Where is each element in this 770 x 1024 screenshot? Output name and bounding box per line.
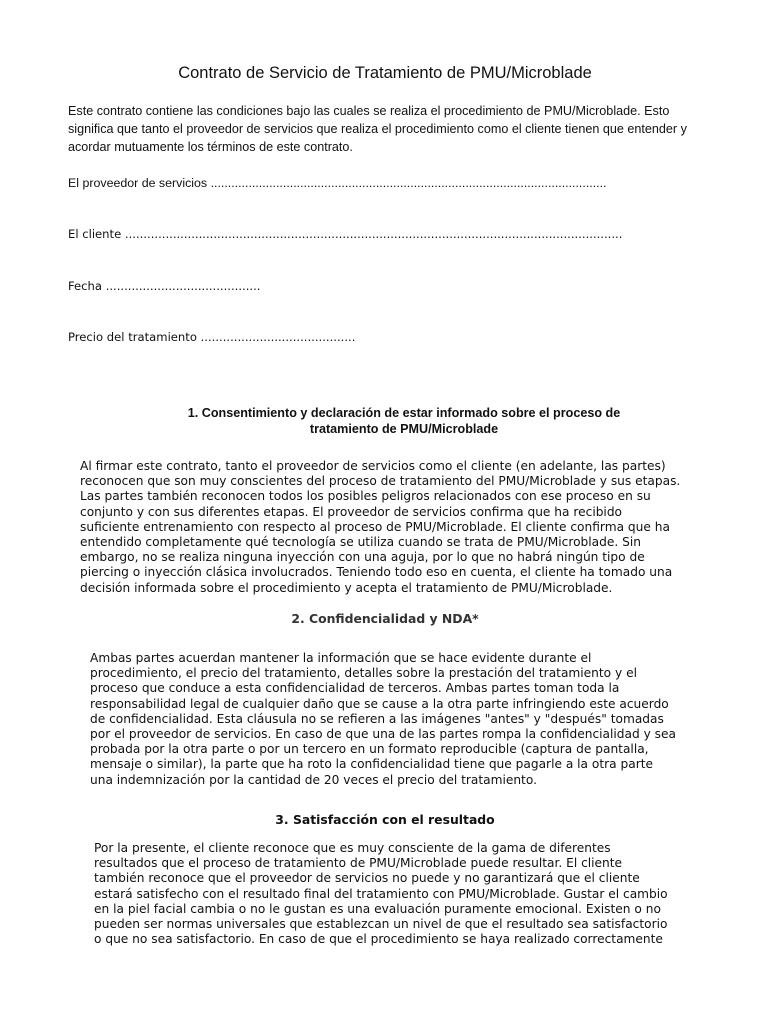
paragraph-line: o que no sea satisfactorio. En caso de que el procedimiento se haya realizado correctamente	[94, 932, 663, 947]
paragraph-line: pueden ser normas universales que establezcan un nivel de que el resultado sea satisfactorio	[94, 917, 668, 932]
paragraph-line: responsabilidad legal de cualquier daño que se cause a la otra parte infringiendo este acuerdo	[90, 696, 669, 711]
client-field	[68, 227, 622, 241]
date-label: Fecha	[68, 279, 102, 293]
price-blank: ..........................................	[200, 330, 356, 344]
section1-heading	[160, 406, 648, 437]
paragraph-line: Al firmar este contrato, tanto el proveedor de servicios como el cliente (en adelante, las partes)	[80, 459, 666, 473]
section3-heading: 3. Satisfacción con el resultado	[275, 812, 495, 827]
paragraph-line: entendido completamente qué tecnología se utiliza cuando se trata de PMU/Microblade. Sin	[80, 535, 641, 550]
paragraph-line: embargo, no se realiza ninguna inyección con una aguja, por lo que no habrá ningún tipo de	[80, 550, 645, 565]
section1-heading-line: 1. Consentimiento y declaración de estar informado sobre el proceso de	[187, 406, 621, 420]
paragraph-line: probada por la otra parte o por un tercero en un formato reproducible (captura de pantalla,	[90, 742, 649, 757]
provider-blank: ...................................................................................................................	[210, 176, 607, 190]
paragraph-line: reconocen que son muy conscientes del proceso de tratamiento del PMU/Microblade y sus etapas.	[80, 474, 681, 489]
date-blank: ..........................................	[105, 279, 261, 293]
paragraph-line: Las partes también reconocen todos los posibles peligros relacionados con ese proceso en su	[80, 489, 651, 504]
document-title: Contrato de Servicio de Tratamiento de PMU/Microblade	[178, 64, 592, 82]
paragraph-line: suficiente entrenamiento con respecto al proceso de PMU/Microblade. El cliente confirma que ha	[80, 519, 670, 534]
provider-label: El proveedor de servicios	[68, 176, 208, 190]
paragraph-line: también reconoce que el proveedor de servicios no puede y no garantizará que el cliente	[94, 871, 640, 886]
paragraph-line: conjunto y con sus diferentes etapas. El proveedor de servicios confirma que ha recibido	[80, 504, 623, 519]
section1-body	[80, 459, 680, 596]
client-blank: .......................................................................................................................................	[124, 227, 623, 241]
paragraph-line: por el proveedor de servicios. En caso de que una de las partes rompa la confidencialidad y sea	[90, 727, 676, 742]
date-field	[68, 279, 260, 293]
section1-heading-line: tratamiento de PMU/Microblade	[309, 421, 499, 436]
provider-field	[68, 176, 606, 190]
client-label: El cliente	[68, 227, 122, 241]
paragraph-line: en la piel facial cambia o no le gustan es una evaluación puramente emocional. Existen o no	[94, 901, 661, 916]
paragraph-line: procedimiento, el precio del tratamiento, detalles sobre la prestación del tratamiento y el	[90, 666, 637, 681]
paragraph-line: estará satisfecho con el resultado final del tratamiento con PMU/Microblade. Gustar el cambio	[94, 886, 668, 901]
price-field	[68, 330, 355, 344]
paragraph-line: una indemnización por la cantidad de 20 veces el precio del tratamiento.	[90, 772, 537, 787]
paragraph-line: mensaje o similar), la parte que ha roto la confidencialidad tiene que pagarle a la otra parte	[90, 757, 653, 772]
paragraph-line: Por la presente, el cliente reconoce que es muy consciente de la gama de diferentes	[94, 841, 611, 855]
section3-body	[94, 841, 668, 947]
paragraph-line: Ambas partes acuerdan mantener la información que se hace evidente durante el	[90, 651, 592, 665]
paragraph-line: proceso que conduce a esta confidencialidad de terceros. Ambas partes toman toda la	[90, 681, 620, 696]
paragraph-line: de confidencialidad. Esta cláusula no se refieren a las imágenes "antes" y "después" tomadas	[90, 711, 664, 726]
price-label: Precio del tratamiento	[68, 330, 197, 344]
paragraph-line: decisión informada sobre el procedimiento y acepta el tratamiento de PMU/Microblade.	[80, 580, 613, 595]
paragraph-line: piercing o inyección clásica involucrados. Teniendo todo eso en cuenta, el cliente ha tomado una	[80, 565, 673, 580]
section2-body	[90, 651, 676, 788]
section2-heading: 2. Confidencialidad y NDA*	[291, 611, 479, 626]
intro-paragraph: Este contrato contiene las condiciones bajo las cuales se realiza el procedimiento de PMU/Microblade. Esto significa que tanto el proveedor de servicios que realiza el procedimiento como el cliente tienen que entender y acordar mutuamente los términos de este contrato.	[68, 104, 687, 154]
paragraph-line: resultados que el proceso de tratamiento de PMU/Microblade puede resultar. El cliente	[94, 856, 623, 871]
